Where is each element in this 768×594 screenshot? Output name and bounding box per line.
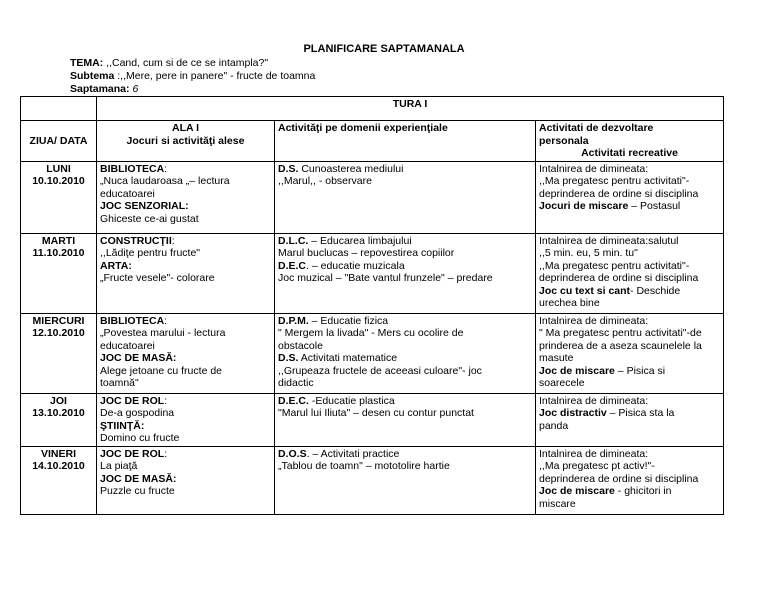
adp-line xyxy=(539,352,720,365)
table-row xyxy=(21,233,724,313)
ala-line xyxy=(100,188,271,201)
day-date: 13.10.2010 xyxy=(32,407,85,419)
table-row xyxy=(21,446,724,514)
ala-line xyxy=(100,175,271,188)
ade-bold-text: D.E.C xyxy=(278,259,307,272)
ala-line xyxy=(100,235,271,248)
adp-line xyxy=(539,407,720,420)
ala-bold-text: JOC DE MASĂ: xyxy=(100,352,177,364)
adp-bold-text: Joc de miscare xyxy=(539,485,615,497)
ade-text: ,,Marul,, - observare xyxy=(278,175,372,187)
adp-line xyxy=(539,498,720,511)
ala-text: Puzzle cu fructe xyxy=(100,485,175,497)
col-adp-header xyxy=(536,121,724,162)
adp-text: – Pisica si xyxy=(614,364,666,377)
adp-line xyxy=(539,260,720,273)
adp-text: urechea bine xyxy=(539,297,600,309)
adp-cell xyxy=(536,446,724,514)
tema-value: ,,Cand, cum si de ce se intampla?" xyxy=(103,57,269,69)
header-row xyxy=(21,121,724,162)
ala-line xyxy=(100,272,271,285)
ala-line xyxy=(100,407,271,420)
adp-line xyxy=(539,297,720,310)
ade-line xyxy=(278,247,532,260)
ade-text: . – Activitati practice xyxy=(306,447,400,460)
adp-text: ,,Ma pregatesc pt activ!"- xyxy=(539,460,655,472)
saptamana-label: Saptamana: xyxy=(70,83,130,95)
ade-text: " Mergem la livada" - Mers cu ocolire de xyxy=(278,327,464,339)
adp-line xyxy=(539,315,720,328)
ade-cell xyxy=(275,313,536,393)
adp-text: masute xyxy=(539,352,574,364)
adp-line xyxy=(539,200,720,213)
col-adp-line1: Activitati de dezvoltare xyxy=(539,122,654,134)
ala-bold-text: JOC DE ROL xyxy=(100,394,165,407)
adp-line xyxy=(539,327,720,340)
ade-bold-text: D.O.S xyxy=(278,447,307,460)
adp-line xyxy=(539,188,720,201)
adp-text: prinderea de a aseza scaunelele la xyxy=(539,339,702,352)
col-adp-line3: Activitati recreative xyxy=(581,147,678,159)
ade-bold-text: D.S. xyxy=(278,352,299,364)
ade-line xyxy=(278,395,532,408)
tema-line xyxy=(70,57,268,70)
adp-text: " Ma pregatesc pentru activitati"-de xyxy=(539,327,702,339)
adp-line xyxy=(539,395,720,408)
subtema-line xyxy=(70,70,315,83)
adp-text: Intalnirea de dimineata: xyxy=(539,447,649,460)
table-row xyxy=(21,313,724,393)
adp-cell xyxy=(536,313,724,393)
ala-line xyxy=(100,377,271,390)
ala-cell xyxy=(97,446,275,514)
day-cell xyxy=(21,393,97,446)
ala-bold-text: CONSTRUCŢII xyxy=(100,234,172,247)
adp-bold-text: Joc de miscare xyxy=(539,364,615,377)
adp-text: Intalnirea de dimineata:salutul xyxy=(539,234,679,247)
adp-bold-text: Joc cu text si cant xyxy=(539,284,631,297)
tura-header: TURA I xyxy=(97,97,724,121)
adp-text: Intalnirea de dimineata: xyxy=(539,314,649,327)
day-date: 12.10.2010 xyxy=(32,327,85,339)
day-name: JOI xyxy=(50,394,67,407)
ala-text: La piaţă xyxy=(100,460,138,472)
col-ala-subtitle: Jocuri si activităţi alese xyxy=(126,134,245,147)
day-date: 14.10.2010 xyxy=(32,460,85,472)
day-cell xyxy=(21,233,97,313)
adp-bold-text: Jocuri de miscare xyxy=(539,200,629,212)
ade-bold-text: D.P.M. xyxy=(278,314,309,327)
adp-line xyxy=(539,473,720,486)
ala-text: toamnă" xyxy=(100,377,139,389)
ade-text: Cunoasterea mediului xyxy=(298,162,404,175)
page-title: PLANIFICARE SAPTAMANALA xyxy=(303,43,465,55)
col-ala-header xyxy=(97,121,275,162)
adp-text: Intalnirea de dimineata: xyxy=(539,394,649,407)
adp-line xyxy=(539,175,720,188)
adp-text: soarecele xyxy=(539,377,585,389)
ala-bold-text: JOC DE ROL xyxy=(100,447,165,460)
table-row xyxy=(21,393,724,446)
ade-text: didactic xyxy=(278,377,314,389)
ala-line xyxy=(100,420,271,433)
table-body xyxy=(21,161,724,514)
day-name: LUNI xyxy=(46,162,71,175)
ade-cell xyxy=(275,161,536,233)
ade-text: – Educatie fizica xyxy=(308,314,389,327)
ala-bold-text: ARTA: xyxy=(100,259,132,272)
ade-line xyxy=(278,163,532,176)
corner-cell xyxy=(21,97,97,121)
ade-cell xyxy=(275,233,536,313)
ade-text: ,,Grupeaza fructele de aceeasi culoare"- joc xyxy=(278,364,482,377)
ala-line xyxy=(100,448,271,461)
adp-line xyxy=(539,460,720,473)
ade-line xyxy=(278,340,532,353)
adp-line xyxy=(539,247,720,260)
ade-line xyxy=(278,175,532,188)
adp-text: - Deschide xyxy=(630,284,681,297)
ala-line xyxy=(100,365,271,378)
adp-line xyxy=(539,285,720,298)
adp-bold-text: Joc distractiv xyxy=(539,407,607,419)
ade-text: Activitati matematice xyxy=(298,352,398,364)
adp-line xyxy=(539,235,720,248)
ala-line xyxy=(100,395,271,408)
planning-table xyxy=(20,96,724,515)
ala-line xyxy=(100,473,271,486)
ala-cell xyxy=(97,161,275,233)
adp-line xyxy=(539,272,720,285)
ala-text: : xyxy=(164,162,168,175)
ade-cell xyxy=(275,393,536,446)
ala-text: : xyxy=(164,314,168,327)
day-date: 11.10.2010 xyxy=(32,247,85,259)
col-ade-header: Activităţi pe domenii experienţiale xyxy=(275,121,536,162)
ade-line xyxy=(278,260,532,273)
ala-text: „Povestea marului - lectura xyxy=(100,327,226,339)
ala-line xyxy=(100,247,271,260)
ala-text: Ghiceste ce-ai gustat xyxy=(100,212,199,225)
ala-bold-text: BIBLIOTECA xyxy=(100,162,165,175)
ala-line xyxy=(100,432,271,445)
adp-text: deprinderea de ordine si disciplina xyxy=(539,472,699,485)
ala-text: : xyxy=(164,447,168,460)
ade-line xyxy=(278,352,532,365)
adp-text: Intalnirea de dimineata: xyxy=(539,162,649,175)
ala-bold-text: BIBLIOTECA xyxy=(100,314,165,327)
ala-line xyxy=(100,352,271,365)
ala-line xyxy=(100,485,271,498)
ala-line xyxy=(100,315,271,328)
ala-text: Domino cu fructe xyxy=(100,432,180,444)
ala-cell xyxy=(97,313,275,393)
col-adp-line2: personala xyxy=(539,134,589,147)
col-day-header: ZIUA/ DATA xyxy=(21,121,97,162)
day-date: 10.10.2010 xyxy=(32,175,85,187)
ala-text: educatoarei xyxy=(100,339,155,352)
adp-text: ,,Ma pregatesc pentru activitati"- xyxy=(539,259,690,272)
ade-text: . – educatie muzicala xyxy=(306,259,405,272)
adp-line xyxy=(539,485,720,498)
ade-line xyxy=(278,365,532,378)
ade-text: – Educarea limbajului xyxy=(308,234,412,247)
ala-line xyxy=(100,340,271,353)
ala-line xyxy=(100,327,271,340)
ade-line xyxy=(278,460,532,473)
ade-line xyxy=(278,235,532,248)
ala-bold-text: ŞTIINŢĂ: xyxy=(100,419,145,432)
ala-text: De-a gospodina xyxy=(100,407,175,419)
ade-text: obstacole xyxy=(278,339,323,352)
adp-cell xyxy=(536,161,724,233)
adp-text: panda xyxy=(539,419,569,432)
adp-cell xyxy=(536,233,724,313)
subtema-label: Subtema xyxy=(70,70,115,82)
tema-label: TEMA: xyxy=(70,57,104,69)
ade-text: Joc muzical – "Bate vantul frunzele" – predare xyxy=(278,272,493,284)
ala-text: ,,Lădiţe pentru fructe" xyxy=(100,247,201,259)
day-name: VINERI xyxy=(40,447,76,460)
tura-row xyxy=(21,97,724,121)
ala-text: : xyxy=(164,394,168,407)
ade-line xyxy=(278,377,532,390)
ade-bold-text: D.E.C. xyxy=(278,394,309,407)
adp-line xyxy=(539,420,720,433)
ade-bold-text: D.L.C. xyxy=(278,234,309,247)
ala-text: : xyxy=(171,234,175,247)
adp-text: – Pisica sta la xyxy=(606,407,675,419)
ade-text: "Marul lui Iliuta" – desen cu contur punctat xyxy=(278,407,474,419)
ade-line xyxy=(278,407,532,420)
ala-line xyxy=(100,200,271,213)
day-name: MIERCURI xyxy=(32,314,85,327)
day-cell xyxy=(21,446,97,514)
day-name: MARTI xyxy=(41,234,76,247)
adp-line xyxy=(539,365,720,378)
adp-text: ,,Ma pregatesc pentru activitati"- xyxy=(539,175,690,187)
ade-text: -Educatie plastica xyxy=(308,394,395,407)
ade-line xyxy=(278,448,532,461)
ala-text: „Fructe vesele"- colorare xyxy=(100,272,215,284)
adp-text: ,,5 min. eu, 5 min. tu" xyxy=(539,247,638,259)
ala-line xyxy=(100,460,271,473)
adp-line xyxy=(539,163,720,176)
ade-text: „Tablou de toamn" – mototolire hartie xyxy=(278,460,450,472)
adp-text: miscare xyxy=(539,497,576,510)
ala-cell xyxy=(97,393,275,446)
day-cell xyxy=(21,313,97,393)
saptamana-value: 6 xyxy=(129,83,139,95)
adp-line xyxy=(539,448,720,461)
saptamana-line xyxy=(70,83,138,96)
ala-line xyxy=(100,213,271,226)
subtema-value: :,,Mere, pere in panere" - fructe de toamna xyxy=(114,70,316,82)
ala-line xyxy=(100,260,271,273)
adp-cell xyxy=(536,393,724,446)
adp-line xyxy=(539,340,720,353)
ade-text: Marul buclucas – repovestirea copiilor xyxy=(278,247,455,259)
ade-line xyxy=(278,272,532,285)
ade-bold-text: D.S. xyxy=(278,162,299,175)
adp-text: - ghicitori in xyxy=(614,485,672,497)
ala-text: educatoarei xyxy=(100,187,155,200)
table-row xyxy=(21,161,724,233)
adp-line xyxy=(539,377,720,390)
ala-cell xyxy=(97,233,275,313)
col-ala-title: ALA I xyxy=(171,122,200,134)
adp-text: – Postasul xyxy=(628,200,681,212)
ade-line xyxy=(278,327,532,340)
ala-line xyxy=(100,163,271,176)
ala-bold-text: JOC DE MASĂ: xyxy=(100,472,177,485)
ade-line xyxy=(278,315,532,328)
day-cell xyxy=(21,161,97,233)
ala-bold-text: JOC SENZORIAL: xyxy=(100,200,189,212)
ala-text: Alege jetoane cu fructe de xyxy=(100,364,223,377)
adp-text: deprinderea de ordine si disciplina xyxy=(539,272,699,284)
adp-text: deprinderea de ordine si disciplina xyxy=(539,187,699,200)
ala-text: „Nuca laudaroasa „– lectura xyxy=(100,175,230,187)
ade-cell xyxy=(275,446,536,514)
